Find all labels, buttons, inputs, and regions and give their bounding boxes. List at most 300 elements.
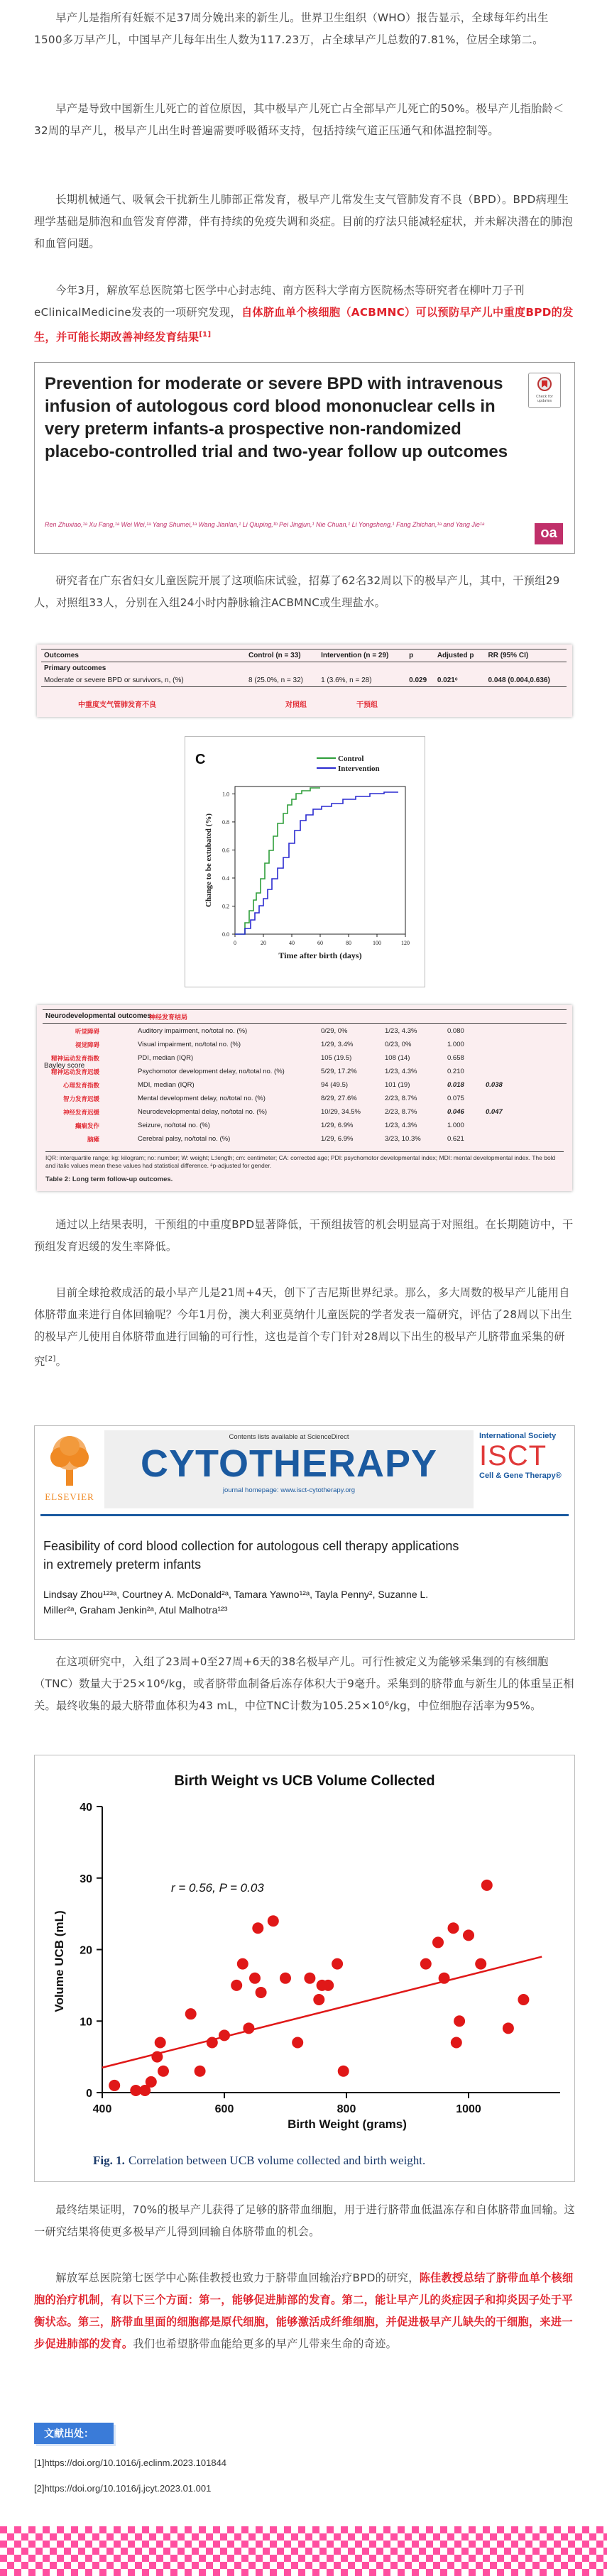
km-x-tick-label: 100: [373, 940, 381, 946]
bookmark-icon: [537, 376, 552, 392]
checker-square: [213, 2555, 220, 2562]
decorative-footer-pattern: [0, 2526, 607, 2576]
chart-caption-label: Fig. 1.: [93, 2154, 125, 2167]
table-row: [43, 1133, 567, 1146]
chart-point: [304, 1973, 315, 1984]
checker-square: [426, 2569, 433, 2576]
km-control-curve: [235, 788, 320, 934]
km-x-tick-label: 20: [261, 940, 266, 946]
checker-square: [369, 2555, 376, 2562]
checker-square: [327, 2526, 334, 2533]
checker-square: [85, 2569, 92, 2576]
chart-point: [146, 2076, 157, 2088]
chart-correlation-annotation: r = 0.56, P = 0.03: [171, 1881, 264, 1895]
checker-square: [369, 2526, 376, 2533]
checker-square: [383, 2555, 390, 2562]
chart-x-tick-label: 600: [214, 2103, 234, 2115]
checker-square: [241, 2569, 248, 2576]
feasibility-end: 。: [55, 1355, 67, 1369]
checker-square: [128, 2526, 135, 2533]
reference-2-link[interactable]: [2]https://doi.org/10.1016/j.jcyt.2023.01.001: [34, 2483, 212, 2494]
checker-square: [305, 2562, 312, 2569]
checker-square: [305, 2533, 312, 2541]
checker-square: [469, 2569, 476, 2576]
checker-square: [185, 2526, 192, 2533]
checker-square: [376, 2548, 383, 2555]
checker-square: [476, 2533, 483, 2541]
checker-square: [412, 2569, 419, 2576]
paper2-divider: [40, 1514, 569, 1516]
checker-square: [92, 2548, 99, 2555]
checker-square: [199, 2569, 206, 2576]
paper2-authors: Lindsay Zhou¹²³ᵃ, Courtney A. McDonald²ᵃ, Tamara Yawno¹²ᵃ, Tayla Penny², Suzanne L. Miller²ᵃ, Graham Jenkin²ᵃ, Atul Malhotra¹²³: [43, 1589, 429, 1616]
checker-square: [270, 2569, 277, 2576]
bayley-score-label: Bayley score: [44, 1062, 85, 1070]
checker-square: [284, 2569, 291, 2576]
checker-square: [525, 2541, 532, 2548]
checker-square: [518, 2562, 525, 2569]
chart-point: [451, 2037, 462, 2048]
checker-square: [504, 2562, 511, 2569]
checker-square: [490, 2548, 497, 2555]
checker-square: [241, 2555, 248, 2562]
checker-square: [561, 2533, 568, 2541]
table1-col-intervention: Intervention (n = 29): [321, 652, 389, 659]
isct-logo: [479, 1432, 570, 1506]
chart-x-tick-label: 400: [92, 2103, 112, 2115]
km-plot-frame: [235, 786, 405, 934]
checker-square: [277, 2562, 284, 2569]
table2-row-cn-label: 精神运动发育指数: [50, 1056, 99, 1063]
table1-section-row: [41, 662, 567, 675]
checker-square: [341, 2526, 348, 2533]
table-row: [43, 1106, 567, 1119]
table2-row-cn-label: 精神运动发育迟缓: [50, 1069, 99, 1076]
checker-square: [582, 2541, 589, 2548]
checker-square: [185, 2555, 192, 2562]
table2-row-label: Psychomotor development delay, no/total no. (%): [138, 1068, 285, 1075]
checker-square: [156, 2526, 163, 2533]
checker-square: [199, 2555, 206, 2562]
checker-square: [461, 2562, 469, 2569]
checker-square: [227, 2526, 234, 2533]
checker-square: [348, 2533, 355, 2541]
checker-square: [483, 2526, 490, 2533]
chart-point: [475, 1958, 486, 1970]
chart-point: [231, 1980, 242, 1991]
chart-point: [109, 2080, 120, 2091]
chart-point: [518, 1994, 529, 2005]
table2-header-cn: 神经发育结局: [149, 1014, 188, 1021]
checker-square: [497, 2555, 504, 2562]
checker-square: [355, 2555, 362, 2562]
checker-square: [64, 2533, 71, 2541]
checker-square: [163, 2548, 170, 2555]
km-y-tick-label: 1.0: [222, 791, 229, 798]
km-y-tick-label: 0.8: [222, 818, 229, 826]
checker-square: [596, 2526, 603, 2533]
checker-square: [398, 2555, 405, 2562]
chart-trend-group: [102, 1957, 542, 2068]
checker-square: [461, 2533, 469, 2541]
checker-square: [334, 2548, 341, 2555]
checker-square: [185, 2569, 192, 2576]
km-plot-card: [185, 736, 425, 987]
chart-point: [158, 2066, 169, 2077]
table1-row-rr: 0.048 (0.004,0.636): [488, 676, 550, 684]
checker-square: [177, 2562, 185, 2569]
checker-square: [256, 2555, 263, 2562]
table2-row-control: 94 (49.5): [321, 1081, 349, 1089]
checker-square: [149, 2562, 156, 2569]
paper1-authors: Ren Zhuxiao,¹ᵃ Xu Fang,¹ᵃ Wei Wei,¹ᵃ Yang Shumei,¹ᵃ Wang Jianlan,¹ Li Qiuping,¹ᵇ Pei Jingjun,¹ Nie Chuan,¹ Li Yongsheng,¹ Fang Zhichan,¹ᵃ and Yang Jie¹ᵃ: [45, 521, 485, 528]
checker-square: [170, 2526, 177, 2533]
checker-square: [213, 2541, 220, 2548]
checker-square: [511, 2526, 518, 2533]
table2-header-row: [43, 1009, 567, 1024]
paper2-title: Feasibility of cord blood collection for autologous cell therapy applications in extremely preterm infants: [43, 1539, 459, 1572]
checker-square: [383, 2569, 390, 2576]
table2-row-control: 0/29, 0%: [321, 1027, 348, 1035]
checker-square: [454, 2526, 461, 2533]
checker-square: [99, 2541, 106, 2548]
checker-square: [341, 2541, 348, 2548]
checker-square: [170, 2555, 177, 2562]
mechanism-intro: 解放军总医院第七医学中心陈佳教授也致力于脐带血回输治疗BPD的研究，: [55, 2271, 420, 2284]
journal-homepage[interactable]: journal homepage: www.isct-cytotherapy.org: [222, 1486, 356, 1494]
neuro-outcomes-table-card: [37, 1005, 572, 1191]
paragraph-results: 通过以上结果表明，干预组的中重度BPD显著降低，干预组拔管的机会明显高于对照组。在长期随访中，干预组发育迟缓的发生率降低。: [34, 1218, 574, 1253]
checker-square: [128, 2555, 135, 2562]
checker-square: [405, 2562, 412, 2569]
checker-square: [362, 2562, 369, 2569]
checker-square: [206, 2533, 213, 2541]
table2-row-control: 105 (19.5): [321, 1054, 352, 1062]
chart-point: [243, 2022, 254, 2034]
checker-square: [78, 2562, 85, 2569]
table2-row-intervention: 108 (14): [385, 1054, 410, 1062]
checker-square: [284, 2541, 291, 2548]
checker-square: [43, 2541, 50, 2548]
chart-point: [268, 1915, 279, 1926]
checker-square: [511, 2541, 518, 2548]
checker-square: [540, 2569, 547, 2576]
checker-square: [35, 2548, 43, 2555]
checker-square: [50, 2533, 57, 2541]
checker-square: [383, 2541, 390, 2548]
check-updates-badge[interactable]: [528, 373, 561, 408]
checker-square: [575, 2562, 582, 2569]
km-y-tick-label: 0.6: [222, 847, 229, 854]
checker-square: [121, 2533, 128, 2541]
checker-square: [71, 2569, 78, 2576]
paragraph-bpd: 长期机械通气、吸氧会干扰新生儿肺部正常发育，极早产儿常发生支气管肺发育不良（BPD）。BPD病理生理学基础是肺泡和血管发育停滞，伴有持续的免疫失调和炎症。目前的疗法只能减轻症状，并未解决潜在的肺泡和血管问题。: [34, 193, 573, 250]
table2-row-control: 10/29, 34.5%: [321, 1108, 361, 1116]
checker-square: [447, 2562, 454, 2569]
table2-row-cn-label: 心理发育指数: [62, 1083, 99, 1090]
chart-point: [185, 2008, 197, 2019]
checker-square: [334, 2533, 341, 2541]
society-line2: ISCT: [479, 1440, 547, 1471]
table2-row-p: 0.046: [447, 1108, 464, 1116]
table2-row-cn-label: 脑瘫: [87, 1136, 99, 1144]
contents-line: Contents lists available at ScienceDirect: [229, 1433, 349, 1441]
chart-point: [249, 1973, 261, 1984]
checker-square: [540, 2526, 547, 2533]
references-label: 文献出处：: [44, 2428, 94, 2440]
checker-square: [298, 2555, 305, 2562]
paragraph-mortality: 早产是导致中国新生儿死亡的首位原因，其中极早产儿死亡占全部早产儿死亡的50%。极早产儿指胎龄＜32周的早产儿，极早产儿出生时普遍需要呼吸循环支持，包括持续气道正压通气和体温控制等。: [34, 102, 564, 137]
chart-point: [280, 1973, 291, 1984]
paragraph-mechanism: [34, 2267, 575, 2355]
km-y-tick-label: 0.0: [222, 931, 229, 938]
checker-square: [78, 2533, 85, 2541]
checker-square: [582, 2569, 589, 2576]
checker-square: [43, 2526, 50, 2533]
km-x-tick-label: 40: [289, 940, 295, 946]
table2-row-label: MDI, median (IQR): [138, 1081, 195, 1089]
chart-point: [256, 1987, 267, 1998]
checker-square: [355, 2541, 362, 2548]
checker-square: [497, 2569, 504, 2576]
table2-row-adjusted-p: 0.047: [486, 1108, 503, 1116]
table1-col-rr: RR (95% CI): [488, 652, 529, 659]
table1-col-outcomes: Outcomes: [44, 652, 79, 659]
checker-square: [57, 2526, 64, 2533]
checker-square: [156, 2555, 163, 2562]
checker-square: [199, 2541, 206, 2548]
checker-square: [99, 2526, 106, 2533]
checker-square: [568, 2569, 575, 2576]
checker-square: [263, 2562, 270, 2569]
chart-points-group: [109, 1880, 529, 2096]
checker-square: [85, 2555, 92, 2562]
checker-square: [312, 2526, 319, 2533]
chart-x-tick-label: 800: [337, 2103, 356, 2115]
checker-square: [71, 2541, 78, 2548]
table2-row-p: 1.000: [447, 1122, 464, 1129]
checker-square: [483, 2541, 490, 2548]
chart-point: [332, 1958, 343, 1970]
checker-square: [64, 2562, 71, 2569]
paper1-header-card: [34, 362, 575, 554]
checker-square: [298, 2569, 305, 2576]
reference-2-marker[interactable]: [2]: [45, 1355, 56, 1363]
checker-square: [241, 2526, 248, 2533]
table1-section-label: Primary outcomes: [44, 664, 106, 672]
checker-square: [170, 2541, 177, 2548]
chart-x-tick-label: 1000: [456, 2103, 481, 2115]
checker-square: [284, 2555, 291, 2562]
checker-square: [135, 2548, 142, 2555]
km-y-axis-label: Change to be extubated (%): [204, 813, 213, 907]
chart-point: [237, 1958, 248, 1970]
checker-square: [291, 2533, 298, 2541]
checker-square: [603, 2533, 607, 2541]
chart-point: [292, 2037, 303, 2048]
checker-square: [57, 2555, 64, 2562]
checker-square: [547, 2548, 554, 2555]
checker-square: [390, 2533, 398, 2541]
checker-square: [149, 2533, 156, 2541]
paragraph-trial-design: 研究者在广东省妇女儿童医院开展了这项临床试验，招募了62名32周以下的极早产儿，其中，干预组29人，对照组33人，分别在入组24小时内静脉输注ACBMNC或生理盐水。: [34, 574, 560, 609]
checker-square: [312, 2569, 319, 2576]
chart-y-tick-label: 0: [86, 2088, 92, 2100]
chart-point: [195, 2066, 206, 2077]
chart-point: [151, 2051, 163, 2063]
mechanism-end: 我们也希望脐带血能给更多的早产儿带来生命的奇迹。: [133, 2337, 398, 2350]
study1-highlight-text: 自体脐血单个核细胞（ACBMNC）可以预防早产儿中重度BPD的发生，并可能长期改善神经发育结果: [34, 306, 574, 344]
chart-point: [448, 1922, 459, 1934]
checker-square: [490, 2533, 497, 2541]
checker-square: [504, 2533, 511, 2541]
checker-square: [319, 2533, 327, 2541]
checker-square: [469, 2526, 476, 2533]
checker-square: [177, 2533, 185, 2541]
checker-square: [568, 2526, 575, 2533]
chart-trend-line: [102, 1957, 542, 2068]
check-updates-label: Check for updates: [536, 395, 553, 403]
checker-square: [0, 2569, 7, 2576]
table-row: [43, 1092, 567, 1106]
chart-x-axis-label: Birth Weight (grams): [288, 2117, 407, 2131]
checker-square: [71, 2526, 78, 2533]
chart-point: [313, 1994, 324, 2005]
checker-square: [362, 2533, 369, 2541]
km-legend-intervention: Intervention: [338, 764, 380, 773]
km-intervention-curve: [235, 792, 398, 934]
table1-row-p: 0.029: [409, 676, 427, 684]
reference-1-link[interactable]: [1]https://doi.org/10.1016/j.eclinm.2023.101844: [34, 2457, 227, 2468]
table1-col-adjusted-p: Adjusted p: [437, 652, 474, 659]
table2-row-cn-label: 视觉障碍: [75, 1042, 99, 1049]
checker-square: [433, 2548, 440, 2555]
table2-row-control: 1/29, 3.4%: [321, 1041, 354, 1048]
checker-square: [142, 2569, 149, 2576]
checker-square: [7, 2533, 14, 2541]
table-row: [43, 1079, 567, 1092]
table2-row-cn-label: 神经发育迟缓: [62, 1109, 99, 1117]
checker-square: [596, 2555, 603, 2562]
km-y-tick-label: 0.4: [222, 875, 229, 882]
checker-square: [192, 2562, 199, 2569]
checker-square: [263, 2548, 270, 2555]
checker-square: [348, 2562, 355, 2569]
checker-square: [85, 2541, 92, 2548]
paragraph-intro: 早产儿是指所有妊娠不足37周分娩出来的新生儿。世界卫生组织（WHO）报告显示，全球每年约出生1500多万早产儿，中国早产儿每年出生人数为117.23万，占全球早产儿总数的7.81%，位居全球第二。: [34, 11, 549, 46]
km-x-tick-label: 120: [401, 940, 410, 946]
checker-square: [376, 2562, 383, 2569]
checker-square: [383, 2526, 390, 2533]
checker-square: [327, 2569, 334, 2576]
checker-square: [106, 2533, 114, 2541]
checker-square: [447, 2533, 454, 2541]
checker-square: [135, 2562, 142, 2569]
checker-square: [433, 2562, 440, 2569]
checker-square: [121, 2548, 128, 2555]
chart-point: [439, 1973, 450, 1984]
checker-square: [99, 2555, 106, 2562]
checker-square: [227, 2569, 234, 2576]
checker-square: [142, 2526, 149, 2533]
table1-row-label: Moderate or severe BPD or survivors, n, (%): [44, 676, 184, 684]
checker-square: [589, 2548, 596, 2555]
reference-1-marker[interactable]: [1]: [199, 331, 212, 339]
open-access-badge: oa: [535, 523, 563, 544]
checker-square: [362, 2548, 369, 2555]
checker-square: [177, 2548, 185, 2555]
checker-square: [497, 2526, 504, 2533]
checker-square: [554, 2526, 561, 2533]
table2-row-p: 0.075: [447, 1095, 464, 1102]
checker-square: [0, 2555, 7, 2562]
checker-square: [284, 2526, 291, 2533]
checker-square: [121, 2562, 128, 2569]
chart-point: [463, 1929, 474, 1941]
table2-row-intervention: 0/23, 0%: [385, 1041, 412, 1048]
checker-square: [312, 2555, 319, 2562]
checker-square: [277, 2533, 284, 2541]
table2-row-p: 0.658: [447, 1054, 464, 1062]
checker-square: [469, 2541, 476, 2548]
checker-square: [256, 2526, 263, 2533]
checker-square: [398, 2541, 405, 2548]
checker-square: [532, 2548, 540, 2555]
society-line1: International Society: [479, 1432, 557, 1440]
chart-y-tick-label: 10: [80, 2016, 92, 2029]
checker-square: [568, 2541, 575, 2548]
table1-col-p: p: [409, 652, 414, 659]
elsevier-tree-icon: [40, 1432, 99, 1489]
primary-outcomes-table: [41, 649, 567, 687]
annotation-intervention: 干预组: [356, 701, 378, 709]
checker-square: [7, 2562, 14, 2569]
checker-square: [369, 2541, 376, 2548]
checker-square: [355, 2569, 362, 2576]
checker-square: [213, 2526, 220, 2533]
checker-square: [532, 2562, 540, 2569]
table2-header: Neurodevelopmental outcomes: [45, 1012, 151, 1020]
checker-square: [92, 2533, 99, 2541]
references-label-badge: [34, 2423, 114, 2444]
checker-square: [35, 2562, 43, 2569]
checker-square: [603, 2548, 607, 2555]
paragraph-cytotherapy-study: 在这项研究中，入组了23周+0至27周+6天的38名极早产儿。可行性被定义为能够采集到的有核细胞（TNC）数量大于25×10⁶/kg，或者脐带血制备后冻存体积大于9毫升。采集到的脐带血与新生儿的体重呈正相关。最终收集的最大脐带血体积为43 mL，中位TNC计数为105.25×10⁶/kg，中位细胞存活率为95%。: [34, 1655, 574, 1712]
table2-row-intervention: 2/23, 8.7%: [385, 1095, 417, 1102]
checker-square: [319, 2562, 327, 2569]
checker-square: [518, 2533, 525, 2541]
table-row: [43, 1025, 567, 1038]
checker-square: [78, 2548, 85, 2555]
checker-square: [234, 2562, 241, 2569]
checker-square: [547, 2562, 554, 2569]
table2-row-label: PDI, median (IQR): [138, 1054, 194, 1062]
checker-square: [170, 2569, 177, 2576]
checker-square: [327, 2541, 334, 2548]
checker-square: [291, 2548, 298, 2555]
checker-square: [561, 2548, 568, 2555]
checker-square: [50, 2562, 57, 2569]
checker-square: [327, 2555, 334, 2562]
table2-row-control: 8/29, 27.6%: [321, 1095, 357, 1102]
annotation-bpd: 中重度支气管肺发育不良: [78, 701, 156, 709]
paragraph-study1: [34, 280, 575, 349]
checker-square: [426, 2541, 433, 2548]
checker-square: [582, 2555, 589, 2562]
checker-square: [206, 2562, 213, 2569]
checker-square: [575, 2548, 582, 2555]
chart-point: [503, 2022, 514, 2034]
